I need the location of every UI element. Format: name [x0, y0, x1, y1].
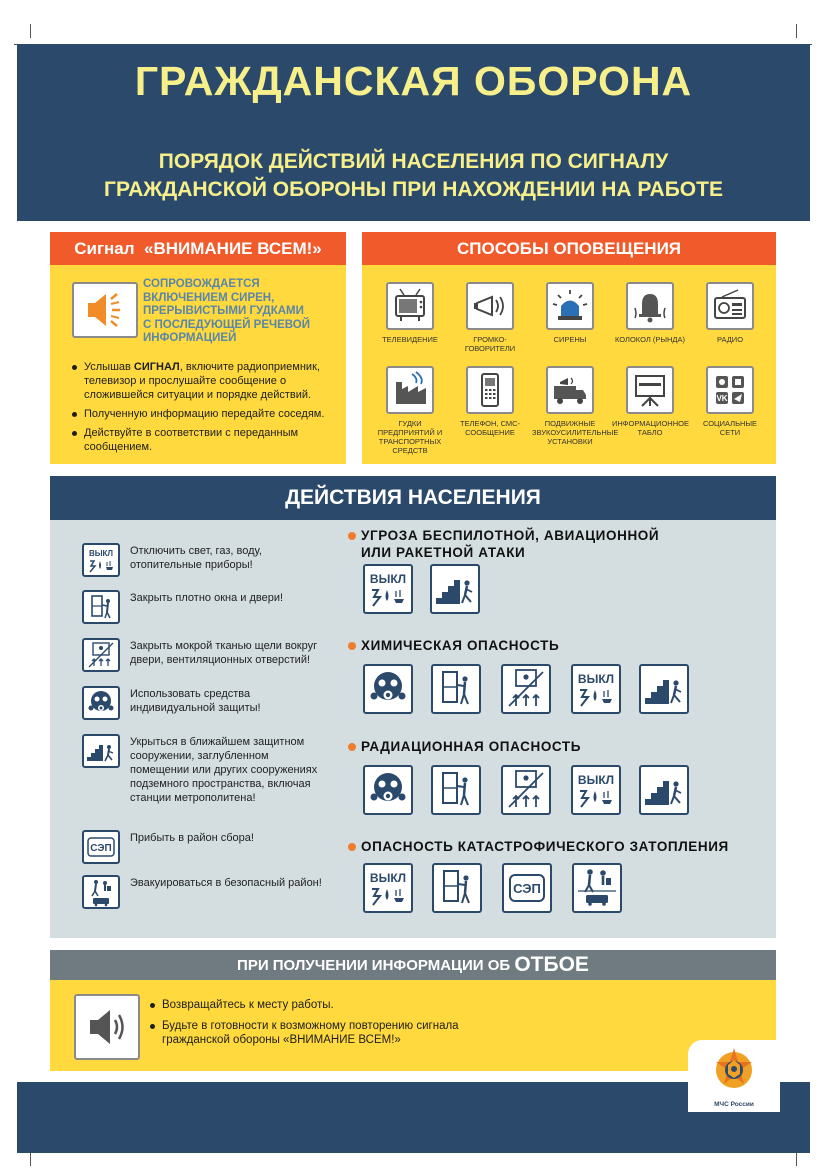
svg-text:ВЫКЛ: ВЫКЛ: [577, 773, 615, 787]
action-text: Отключить свет, газ, воду, отопительные приборы!: [130, 545, 262, 571]
shelter-stairs-icon: [430, 564, 480, 614]
methods-panel: [362, 232, 776, 464]
method-label: СИРЕНЫ: [553, 335, 587, 344]
signal-bullet: Услышав СИГНАЛ, включите радиоприемник, телевизор и прослушайте сообщение о сложившейся ситуации и порядке действий.: [70, 360, 342, 402]
action-text: Использовать средства индивидуальной защиты!: [130, 688, 261, 714]
subtitle-line: ГРАЖДАНСКОЙ ОБОРОНЫ ПРИ НАХОЖДЕНИИ НА РАБОТЕ: [104, 178, 723, 201]
method-sirens: [532, 282, 608, 344]
method-tv: [372, 282, 448, 344]
sound-truck-icon: [546, 366, 594, 414]
signal-note: [143, 278, 338, 346]
svg-text:СЭП: СЭП: [90, 843, 112, 854]
svg-text:ВЫКЛ: ВЫКЛ: [369, 572, 407, 586]
all-clear-heading-word: ОТБОЕ: [514, 953, 589, 976]
tv-icon: [386, 282, 434, 330]
signal-note-line: ВКЛЮЧЕНИЕМ СИРЕН,: [143, 291, 275, 304]
signal-bullet: Полученную информацию передайте соседям.: [70, 407, 342, 421]
hazard-title: ХИМИЧЕСКАЯ ОПАСНОСТЬ: [361, 637, 559, 654]
evacuation-icon: [82, 875, 120, 909]
crop-mark: [30, 24, 31, 38]
switch-off-icon: [363, 863, 413, 913]
hazard-bullet: [348, 843, 356, 851]
mchs-logo-text: МЧС России: [714, 1101, 754, 1108]
signal-note-line: С ПОСЛЕДУЮЩЕЙ РЕЧЕВОЙ: [143, 318, 310, 331]
switch-off-icon: [571, 765, 621, 815]
signal-heading-name: «ВНИМАНИЕ ВСЕМ!»: [144, 239, 322, 258]
signal-note-line: ПРЕРЫВИСТЫМИ ГУДКАМИ: [143, 305, 304, 317]
signal-panel: [50, 232, 346, 464]
radio-icon: [706, 282, 754, 330]
action-text: Закрыть мокрой тканью щели вокруг двери, вентиляционных отверстий!: [130, 640, 318, 666]
siren-speaker-icon: [72, 282, 138, 338]
action-text: Укрыться в ближайшем защитном сооружении, заглубленном помещении или других сооружениях подземного пространства, включая станции метрополитена!: [130, 736, 318, 804]
seal-gaps-icon: [501, 664, 551, 714]
all-clear-heading: [50, 950, 776, 980]
close-windows-icon: [82, 590, 120, 624]
speaker-icon: [74, 994, 140, 1060]
all-clear-instructions: [150, 998, 459, 1054]
hazard-title: ОПАСНОСТЬ КАТАСТРОФИЧЕСКОГО ЗАТОПЛЕНИЯ: [361, 838, 729, 855]
switch-off-icon: [571, 664, 621, 714]
methods-heading: СПОСОБЫ ОПОВЕЩЕНИЯ: [362, 232, 776, 265]
method-label: ТЕЛЕВИДЕНИЕ: [382, 335, 438, 344]
method-info-board: [612, 366, 688, 437]
hazard-bullet: [348, 743, 356, 751]
signal-note-line: СОПРОВОЖДАЕТСЯ: [143, 278, 260, 290]
actions-panel: [50, 520, 776, 938]
shelter-stairs-icon: [639, 765, 689, 815]
info-board-icon: [626, 366, 674, 414]
signal-heading-prefix: Сигнал: [74, 239, 135, 258]
action-text: Закрыть плотно окна и двери!: [130, 592, 284, 604]
method-loudspeakers: [452, 282, 528, 353]
method-label: КОЛОКОЛ (РЫНДА): [615, 335, 685, 344]
hazard-bullet: [348, 532, 356, 540]
gas-mask-icon: [82, 686, 120, 720]
switch-off-icon: [82, 543, 120, 577]
all-clear-heading-prefix: ПРИ ПОЛУЧЕНИИ ИНФОРМАЦИИ ОБ: [237, 957, 511, 974]
page-header: [17, 44, 810, 221]
hazard-title: РАДИАЦИОННАЯ ОПАСНОСТЬ: [361, 738, 581, 755]
mchs-emblem-icon: [688, 1040, 780, 1100]
svg-text:ВЫКЛ: ВЫКЛ: [88, 549, 114, 558]
factory-horn-icon: [386, 366, 434, 414]
page-title: ГРАЖДАНСКАЯ ОБОРОНА: [134, 58, 693, 104]
signal-instructions: [70, 360, 342, 459]
shelter-stairs-icon: [82, 734, 120, 768]
signal-bullet: Действуйте в соответствии с переданным сообщением.: [70, 426, 342, 454]
switch-off-icon: [363, 564, 413, 614]
subtitle-line: ПОРЯДОК ДЕЙСТВИЙ НАСЕЛЕНИЯ ПО СИГНАЛУ: [158, 150, 669, 173]
shelter-stairs-icon: [639, 664, 689, 714]
method-phone: [452, 366, 528, 437]
signal-note-line: ИНФОРМАЦИЕЙ: [143, 332, 237, 344]
crop-mark: [796, 1152, 797, 1166]
siren-icon: [546, 282, 594, 330]
svg-text:ВЫКЛ: ВЫКЛ: [369, 871, 407, 885]
all-clear-bullet: Возвращайтесь к месту работы.: [150, 998, 459, 1012]
svg-text:ВЫКЛ: ВЫКЛ: [577, 672, 615, 686]
page-subtitle: [17, 148, 810, 204]
assembly-point-icon: [502, 863, 552, 913]
method-factory-horns: [372, 366, 448, 455]
method-label: ГУДКИ ПРЕДПРИЯТИЙ И ТРАНСПОРТНЫХ СРЕДСТВ: [377, 419, 443, 455]
crop-mark: [30, 1152, 31, 1166]
loudspeaker-icon: [466, 282, 514, 330]
close-windows-icon: [431, 765, 481, 815]
seal-gaps-icon: [501, 765, 551, 815]
bell-icon: [626, 282, 674, 330]
method-radio: [692, 282, 768, 344]
gas-mask-icon: [363, 765, 413, 815]
mchs-logo: [688, 1040, 780, 1112]
crop-mark: [796, 24, 797, 38]
assembly-point-icon: [82, 830, 120, 864]
evacuation-icon: [572, 863, 622, 913]
signal-heading: [50, 232, 346, 265]
svg-text:СЭП: СЭП: [513, 881, 541, 896]
svg-text:VK: VK: [716, 394, 728, 403]
all-clear-bullet: Будьте в готовности к возможному повторению сигнала гражданской обороны «ВНИМАНИЕ ВСЕМ!»: [150, 1019, 459, 1047]
method-label: СОЦИАЛЬНЫЕ СЕТИ: [702, 419, 758, 437]
close-windows-icon: [431, 664, 481, 714]
action-text: Эвакуироваться в безопасный район!: [130, 877, 322, 889]
method-label: РАДИО: [716, 335, 744, 344]
gas-mask-icon: [363, 664, 413, 714]
actions-heading: ДЕЙСТВИЯ НАСЕЛЕНИЯ: [50, 476, 776, 520]
method-label: ИНФОРМАЦИОННОЕ ТАБЛО: [612, 419, 689, 437]
hazard-bullet: [348, 642, 356, 650]
phone-icon: [466, 366, 514, 414]
close-windows-icon: [432, 863, 482, 913]
method-sound-trucks: [532, 366, 619, 446]
seal-gaps-icon: [82, 638, 120, 672]
method-label: ТЕЛЕФОН, СМС-СООБЩЕНИЕ: [459, 419, 521, 437]
all-clear-panel: [50, 980, 776, 1071]
action-text: Прибыть в район сбора!: [130, 832, 254, 844]
method-label: ПОДВИЖНЫЕ ЗВУКОУСИЛИТЕЛЬНЫЕ УСТАНОВКИ: [532, 419, 619, 446]
method-label: ГРОМКО-ГОВОРИТЕЛИ: [464, 335, 516, 353]
method-social-networks: [692, 366, 768, 437]
method-bell: [612, 282, 688, 344]
hazard-title: УГРОЗА БЕСПИЛОТНОЙ, АВИАЦИОННОЙ ИЛИ РАКЕТНОЙ АТАКИ: [361, 527, 659, 561]
social-networks-icon: [706, 366, 754, 414]
